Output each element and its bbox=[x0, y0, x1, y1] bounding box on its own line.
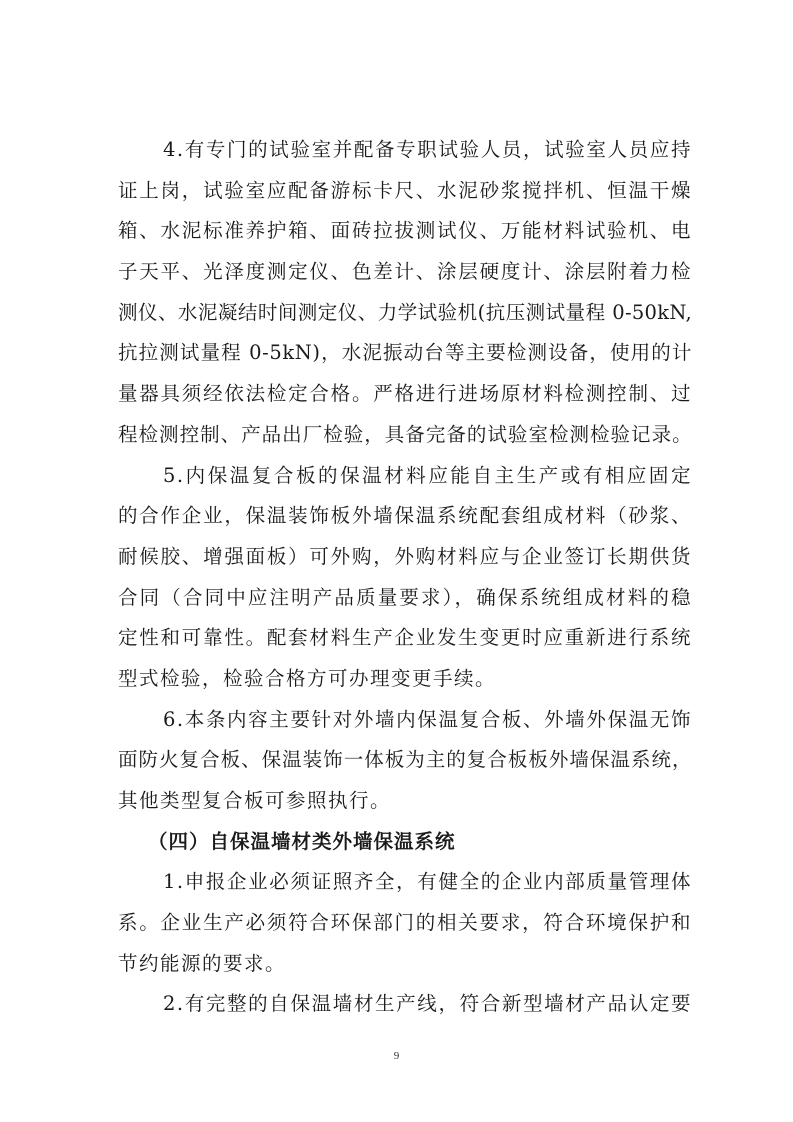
paragraph-line: 测仪、水泥凝结时间测定仪、力学试验机(抗压测试量程 0-50kN, bbox=[118, 300, 692, 324]
paragraph-line: 型式检验，检验合格方可办理变更手续。 bbox=[118, 666, 497, 690]
paragraph-line: 量器具须经依法检定合格。严格进行进场原材料检测控制、过 bbox=[118, 382, 692, 406]
section-paragraph-2 bbox=[118, 984, 692, 1025]
paragraph-line: 程检测控制、产品出厂检验，具备完备的试验室检测检验记录。 bbox=[118, 422, 692, 446]
paragraph-item-4 bbox=[118, 130, 692, 456]
paragraph-item-5 bbox=[118, 456, 692, 700]
paragraph-item-6 bbox=[118, 700, 692, 822]
paragraph-line: 2.有完整的自保温墙材生产线，符合新型墙材产品认定要 bbox=[163, 992, 692, 1016]
paragraph-line: 定性和可靠性。配套材料生产企业发生变更时应重新进行系统 bbox=[118, 626, 692, 650]
paragraph-line: 6.本条内容主要针对外墙内保温复合板、外墙外保温无饰 bbox=[163, 707, 692, 731]
paragraph-line: 1.申报企业必须证照齐全，有健全的企业内部质量管理体 bbox=[163, 870, 692, 894]
page-content bbox=[118, 130, 692, 1025]
paragraph-line: 耐候胶、增强面板）可外购，外购材料应与企业签订长期供货 bbox=[118, 544, 692, 568]
paragraph-line: 的合作企业，保温装饰板外墙保温系统配套组成材料（砂浆、 bbox=[118, 504, 692, 528]
section-heading: （四）自保温墙材类外墙保温系统 bbox=[148, 829, 456, 853]
paragraph-line: 其他类型复合板可参照执行。 bbox=[118, 789, 392, 812]
paragraph-line: 面防火复合板、保温装饰一体板为主的复合板板外墙保温系统， bbox=[118, 748, 692, 772]
paragraph-line: 箱、水泥标准养护箱、面砖拉拔测试仪、万能材料试验机、电 bbox=[118, 219, 692, 243]
section-paragraph-1 bbox=[118, 862, 692, 984]
paragraph-line: 节约能源的要求。 bbox=[118, 951, 287, 975]
paragraph-line: 5.内保温复合板的保温材料应能自主生产或有相应固定 bbox=[163, 463, 692, 487]
paragraph-line: 证上岗，试验室应配备游标卡尺、水泥砂浆搅拌机、恒温干燥 bbox=[118, 178, 692, 202]
paragraph-line: 4.有专门的试验室并配备专职试验人员，试验室人员应持 bbox=[163, 138, 692, 161]
paragraph-line: 子天平、光泽度测定仪、色差计、涂层硬度计、涂层附着力检 bbox=[118, 260, 692, 284]
paragraph-line: 合同（合同中应注明产品质量要求），确保系统组成材料的稳 bbox=[118, 585, 692, 609]
paragraph-line: 系。企业生产必须符合环保部门的相关要求，符合环境保护和 bbox=[118, 911, 692, 935]
paragraph-line: 抗拉测试量程 0-5kN)，水泥振动台等主要检测设备，使用的计 bbox=[118, 341, 692, 365]
page-number: 9 bbox=[393, 1050, 400, 1062]
